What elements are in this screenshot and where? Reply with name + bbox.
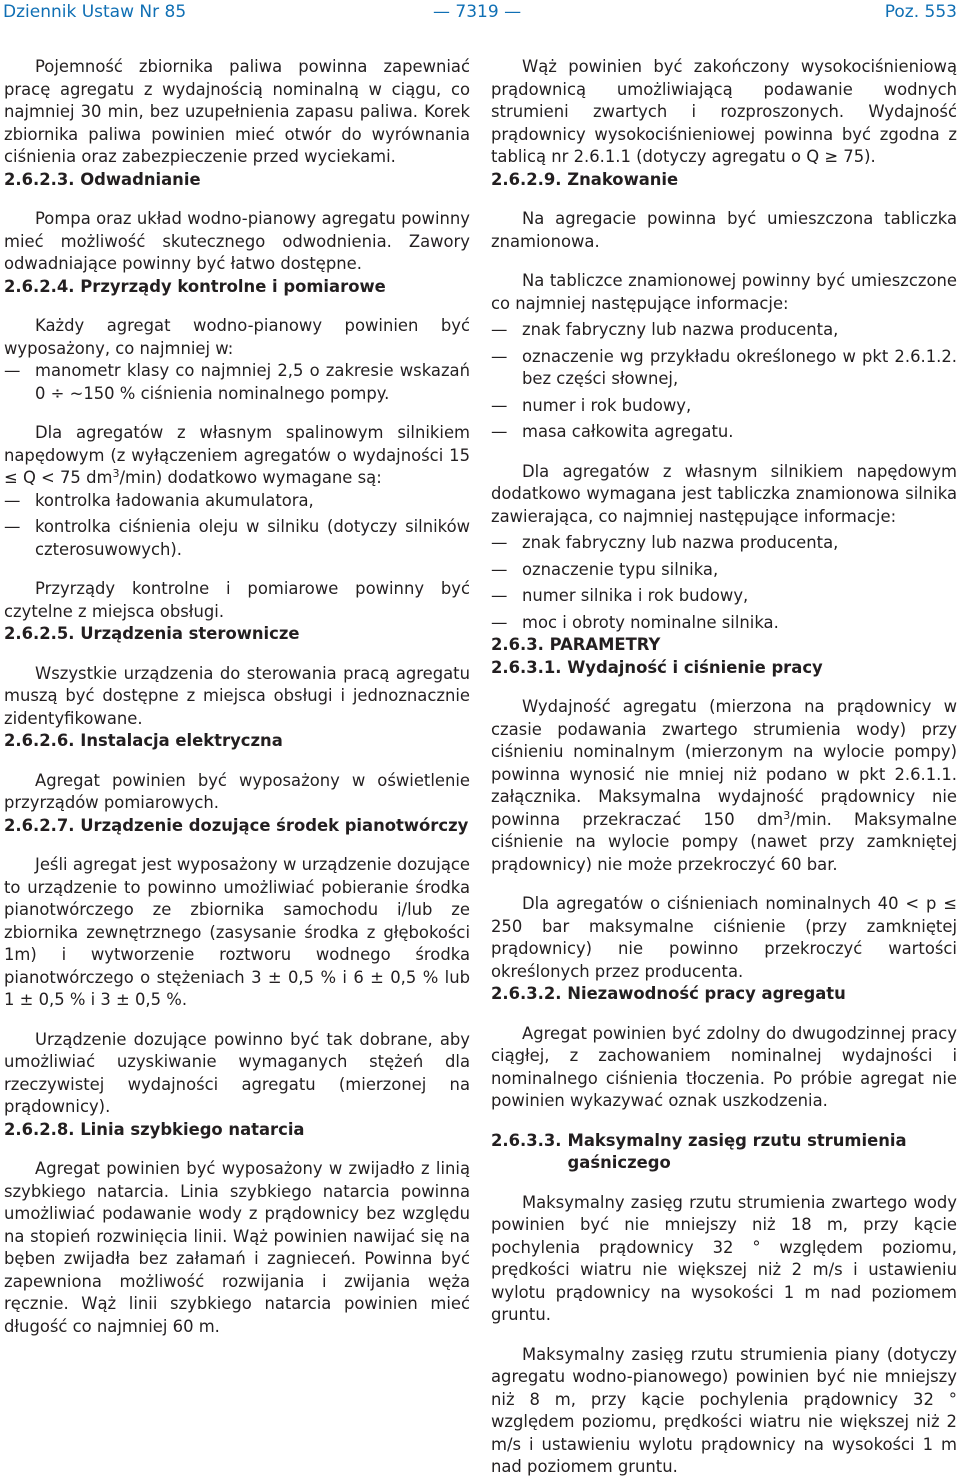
dash-marker: —	[4, 490, 21, 510]
list-item	[491, 346, 957, 391]
dash-marker: —	[491, 320, 508, 339]
dash-marker: —	[4, 517, 21, 536]
section-heading: 2.6.2.3. Odwadnianie	[4, 169, 201, 189]
paragraph: Jeśli agregat jest wyposażony w urządzenie dozujące to urządzenie to powinno umożliwiać pobieranie środka pianotwórczego ze zbiornika samochodu i/lub ze zbiornika zewnętrznego (zasysanie środka z głębokości 1m) i wytworzenie roztworu wodnego środka pianotwórczego o stężeniach 3 ± 0,5 % i 6 ± 0,5 % lub 1 ± 0,5 % i 3 ± 0,5 %.	[4, 855, 470, 1009]
list-item-text: znak fabryczny lub nazwa producenta,	[522, 320, 839, 339]
paragraph: Wszystkie urządzenia do sterowania pracą agregatu muszą być dostępne z miejsca obsługi i jednoznacznie zidentyfikowane.	[4, 663, 470, 728]
list-item	[491, 319, 957, 342]
section-heading: 2.6.3. PARAMETRY	[491, 635, 661, 654]
list-item-text: oznaczenie wg przykładu określonego w pkt 2.6.1.2. bez części słownej,	[522, 346, 957, 388]
section-heading: 2.6.2.5. Urządzenia sterownicze	[4, 624, 300, 643]
section-heading: 2.6.3.1. Wydajność i ciśnienie pracy	[491, 657, 823, 677]
list-item	[491, 532, 957, 555]
list-item-text: numer i rok budowy,	[522, 395, 692, 415]
position-number: Poz. 553	[884, 2, 957, 22]
dash-marker: —	[491, 586, 508, 605]
paragraph: Dla agregatów o ciśnieniach nominalnych 40 < p ≤ 250 bar maksymalne ciśnienie (przy zamkniętej prądownicy) nie powinno przekroczyć wartości określonych przez producenta.	[491, 894, 957, 981]
section-heading: 2.6.2.4. Przyrządy kontrolne i pomiarowe	[4, 276, 386, 296]
dash-marker: —	[491, 395, 508, 415]
dash-marker: —	[491, 422, 508, 441]
section-number: 2.6.3.3.	[491, 1130, 562, 1150]
paragraph: Maksymalny zasięg rzutu strumienia zwartego wody powinien być nie mniejszy niż 18 m, przy kącie pochylenia prądownicy 32 ° względem poziomu, prędkości wiatru nie większej niż 2 m/s i ustawieniu wylotu prądownicy na wysokości 1 m nad poziomem gruntu.	[491, 1192, 957, 1324]
journal-title: Dziennik Ustaw Nr 85	[3, 2, 187, 22]
paragraph: Maksymalny zasięg rzutu strumienia piany (dotyczy agregatu wodno-pianowego) powinien być nie mniejszy niż 8 m, przy kącie pochylenia prądownicy 32 ° względem poziomu, prędkości wiatru nie większej niż 2 m/s i ustawieniu wylotu prądownicy na wysokości 1 m nad poziomem gruntu.	[491, 1344, 957, 1476]
section-heading: 2.6.2.6. Instalacja elektryczna	[4, 731, 283, 750]
paragraph: Agregat powinien być wyposażony w oświetlenie przyrządów pomiarowych.	[4, 770, 470, 812]
dash-marker: —	[491, 533, 508, 552]
dash-marker: —	[491, 346, 508, 366]
paragraph: Pompa oraz układ wodno-pianowy agregatu powinny mieć możliwość skutecznego odwodnienia. Zawory odwadniające powinny być łatwo dostępne.	[4, 209, 470, 273]
right-column	[491, 56, 957, 1479]
paragraph: Agregat powinien być zdolny do dwugodzinnej pracy ciągłej, z zachowaniem nominalnej wydajności i nominalnego ciśnienia tłoczenia. Po próbie agregat nie powinien wykazywać oznak uszkodzenia.	[491, 1023, 957, 1110]
page-number: — 7319 —	[433, 2, 522, 22]
list-item	[491, 421, 957, 444]
list-item	[4, 490, 470, 513]
paragraph: Każdy agregat wodno-pianowy powinien być wyposażony, co najmniej w:	[4, 316, 470, 358]
list-item-text: numer silnika i rok budowy,	[522, 586, 749, 605]
section-heading	[491, 1130, 957, 1175]
paragraph: Na agregacie powinna być umieszczona tabliczka znamionowa.	[491, 209, 957, 251]
dash-marker: —	[491, 612, 508, 632]
section-heading: 2.6.2.8. Linia szybkiego natarcia	[4, 1119, 305, 1139]
paragraph: Wąż powinien być zakończony wysokociśnieniową prądownicą umożliwiającą podawanie wodnych strumieni zwartych i rozproszonych. Wydajność prądownicy wysokociśnieniowej powinna być zgodna z tablicą nr 2.6.1.1 (dotyczy agregatu o Q ≥ 75).	[491, 57, 957, 166]
list-item-text: kontrolka ładowania akumulatora,	[35, 490, 314, 510]
section-heading: 2.6.2.7. Urządzenie dozujące środek pianotwórczy	[4, 815, 469, 835]
paragraph: Na tabliczce znamionowej powinny być umieszczone co najmniej następujące informacje:	[491, 271, 957, 313]
list-item	[4, 516, 470, 561]
paragraph: Przyrządy kontrolne i pomiarowe powinny być czytelne z miejsca obsługi.	[4, 579, 470, 621]
list-item	[491, 395, 957, 418]
list-item-text: znak fabryczny lub nazwa producenta,	[522, 533, 839, 552]
section-heading: 2.6.3.2. Niezawodność pracy agregatu	[491, 984, 846, 1003]
list-item-text: masa całkowita agregatu.	[522, 422, 734, 441]
paragraph: Dla agregatów z własnym silnikiem napędowym dodatkowo wymagana jest tabliczka znamionowa silnika zawierająca, co najmniej następujące informacje:	[491, 461, 957, 526]
list-item	[491, 585, 957, 608]
dash-marker: —	[491, 559, 508, 579]
section-title: Maksymalny zasięg rzutu strumienia gaśniczego	[567, 1130, 907, 1172]
section-heading: 2.6.2.9. Znakowanie	[491, 169, 679, 189]
paragraph: Urządzenie dozujące powinno być tak dobrane, aby umożliwiać uzyskiwanie wymaganych stężeń dla rzeczywistej wydajności agregatu (mierzonej na prądownicy).	[4, 1029, 470, 1116]
list-item-text: manometr klasy co najmniej 2,5 o zakresie wskazań 0 ÷ ~150 % ciśnienia nominalnego pompy.	[35, 361, 470, 403]
page-header	[0, 0, 960, 34]
paragraph: Dla agregatów z własnym spalinowym silnikiem napędowym (z wyłączeniem agregatów o wydajności 15 ≤ Q < 75 $dm^3/\min$) dodatkowo wymagane są:	[4, 423, 470, 487]
dash-marker: —	[4, 361, 21, 380]
list-item-text: oznaczenie typu silnika,	[522, 559, 719, 579]
paragraph: Pojemność zbiornika paliwa powinna zapewniać pracę agregatu z wydajnością nominalną w ciągu, co najmniej 30 min, bez uzupełnienia zapasu paliwa. Korek zbiornika paliwa powinien mieć otwór do wyrównania ciśnienia oraz zabezpieczenie przed wyciekami.	[4, 57, 470, 166]
list-item	[491, 612, 957, 635]
list-item	[491, 559, 957, 582]
list-item-text: kontrolka ciśnienia oleju w silniku (dotyczy silników czterosuwowych).	[35, 517, 470, 559]
list-item	[4, 360, 470, 405]
paragraph: Wydajność agregatu (mierzona na prądownicy w czasie podawania zwartego strumienia wody) przy ciśnieniu nominalnym (mierzonym na wylocie pompy) powinna wynosić nie mniej niż podano w pkt 2.6.1.1. załącznika. Maksymalna wydajność prądownicy nie powinna przekraczać 150 $dm^3/\min$. Maksymalne ciśnienie na wylocie pompy (nawet przy zamkniętej prądownicy) nie może przekroczyć 60 bar.	[491, 697, 957, 874]
left-column	[4, 56, 470, 1338]
paragraph: Agregat powinien być wyposażony w zwijadło z linią szybkiego natarcia. Linia szybkiego natarcia powinna umożliwiać podawanie wody z prądownicy bez względu na stopień rozwinięcia linii. Wąż powinien nawijać się na bęben zwijadła bez załamań i zagnieceń. Powinna być zapewniona możliwość rozwijania i zwijania węża ręcznie. Wąż linii szybkiego natarcia powinien mieć długość co najmniej 60 m.	[4, 1159, 470, 1336]
list-item-text: moc i obroty nominalne silnika.	[522, 612, 779, 632]
